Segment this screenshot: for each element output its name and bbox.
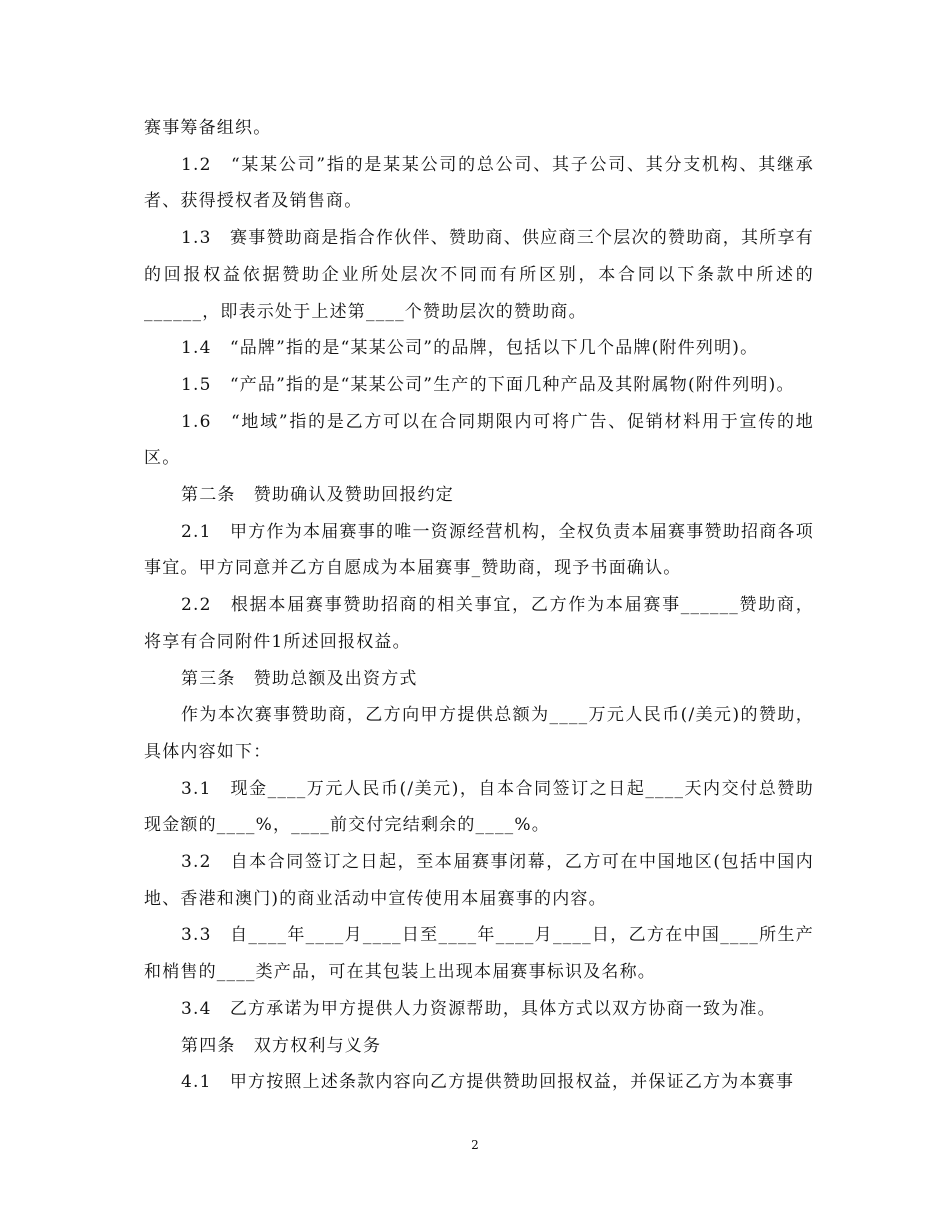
paragraph: 赛事筹备组织。 — [144, 118, 272, 138]
page-number: 2 — [471, 1138, 479, 1152]
section-heading: 第四条 双方权利与义务 — [181, 1035, 382, 1056]
paragraph: 1.4 “品牌”指的是“某某公司”的品牌，包括以下几个品牌(附件列明)。 — [181, 338, 759, 359]
paragraph: 1.2 “某某公司”指的是某某公司的总公司、其子公司、其分支机构、其继承者、获得授权者及销售商。 — [144, 154, 814, 212]
paragraph: 3.3 自____年____月____日至____年____月____日，乙方在中国____所生产和梢售的____类产品，可在其包装上出现本届赛事标识及名称。 — [144, 925, 814, 983]
paragraph: 2.1 甲方作为本届赛事的唯一资源经营机构，全权负责本届赛事赞助招商各项事宜。甲方同意并乙方自愿成为本届赛事_赞助商，现予书面确认。 — [144, 521, 814, 579]
paragraph: 1.3 赛事赞助商是指合作伙伴、赞助商、供应商三个层次的赞助商，其所享有的回报权益依据赞助企业所处层次不同而有所区别，本合同以下条款中所述的______，即表示处于上述第____个赞助层次的赞助商。 — [144, 228, 814, 322]
paragraph: 2.2 根据本届赛事赞助招商的相关事宜，乙方作为本届赛事______赞助商，将享有合同附件1所述回报权益。 — [144, 595, 814, 652]
paragraph: 3.2 自本合同签订之日起，至本届赛事闭幕，乙方可在中国地区(包括中国内地、香港和澳门)的商业活动中宣传使用本届赛事的内容。 — [144, 852, 814, 909]
section-heading: 第三条 赞助总额及出资方式 — [181, 668, 418, 689]
paragraph: 3.1 现金____万元人民币(/美元)，自本合同签订之日起____天内交付总赞助现金额的____%，____前交付完结剩余的____%。 — [144, 778, 814, 836]
document-body — [144, 110, 814, 1101]
paragraph: 3.4 乙方承诺为甲方提供人力资源帮助，具体方式以双方协商一致为准。 — [181, 998, 776, 1019]
paragraph: 1.6 “地域”指的是乙方可以在合同期限内可将广告、促销材料用于宣传的地区。 — [144, 411, 814, 469]
paragraph: 作为本次赛事赞助商，乙方向甲方提供总额为____万元人民币(/美元)的赞助，具体内容如下： — [144, 705, 814, 762]
section-heading: 第二条 赞助确认及赞助回报约定 — [181, 485, 454, 506]
paragraph: 1.5 “产品”指的是“某某公司”生产的下面几种产品及其附属物(附件列明)。 — [181, 374, 795, 395]
paragraph: 4.1 甲方按照上述条款内容向乙方提供赞助回报权益，并保证乙方为本赛事 — [181, 1072, 795, 1093]
